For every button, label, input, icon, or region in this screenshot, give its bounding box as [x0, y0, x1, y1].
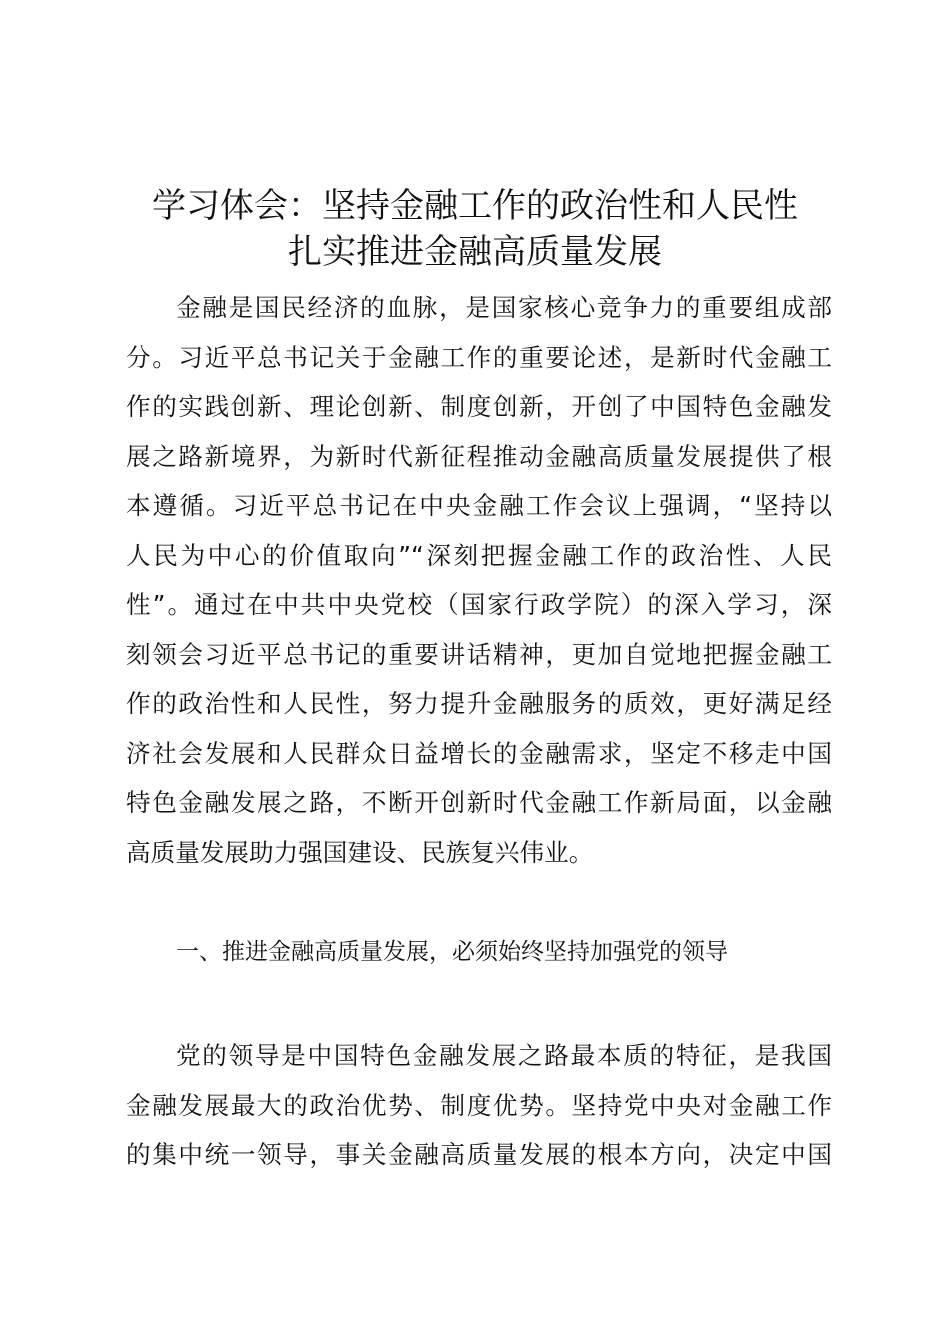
paragraph-party-leadership: [126, 1031, 832, 1180]
title-line-2: 扎实推进金融高质量发展: [288, 232, 662, 272]
paragraph-line: 展之路新境界，为新时代新征程推动金融高质量发展提供了根: [126, 441, 832, 471]
paragraph-line: 济社会发展和人民群众日益增长的金融需求，坚定不移走中国: [126, 738, 832, 768]
paragraph-line: 作的实践创新、理论创新、制度创新，开创了中国特色金融发: [126, 392, 832, 421]
paragraph-line: 高质量发展助力强国建设、民族复兴伟业。: [126, 837, 594, 867]
paragraph-line: 的集中统一领导，事关金融高质量发展的根本方向，决定中国: [126, 1140, 832, 1169]
paragraph-line: 刻领会习近平总书记的重要讲话精神，更加自觉地把握金融工: [126, 639, 832, 669]
paragraph-line: 金融是国民经济的血脉，是国家核心竞争力的重要组成部: [176, 293, 832, 322]
paragraph-line: 特色金融发展之路，不断开创新时代金融工作新局面，以金融: [126, 788, 832, 817]
paragraph-line: 作的政治性和人民性，努力提升金融服务的质效，更好满足经: [126, 689, 832, 718]
paragraph-line: 金融发展最大的政治优势、制度优势。坚持党中央对金融工作: [126, 1090, 832, 1120]
paragraph-intro: [126, 283, 832, 877]
paragraph-line: 分。习近平总书记关于金融工作的重要论述，是新时代金融工: [126, 342, 832, 372]
section-heading-1: 一、推进金融高质量发展，必须始终坚持加强党的领导: [176, 939, 728, 965]
document-title: [100, 183, 850, 275]
paragraph-line: 人民为中心的价值取向”“深刻把握金融工作的政治性、人民: [126, 540, 832, 570]
paragraph-line: 本遵循。习近平总书记在中央金融工作会议上强调，“坚持以: [126, 491, 832, 520]
paragraph-line: 党的领导是中国特色金融发展之路最本质的特征，是我国: [176, 1041, 832, 1070]
title-line-1: 学习体会：坚持金融工作的政治性和人民性: [152, 186, 798, 226]
paragraph-line: 性”。通过在中共中央党校（国家行政学院）的深入学习，深: [126, 590, 832, 619]
